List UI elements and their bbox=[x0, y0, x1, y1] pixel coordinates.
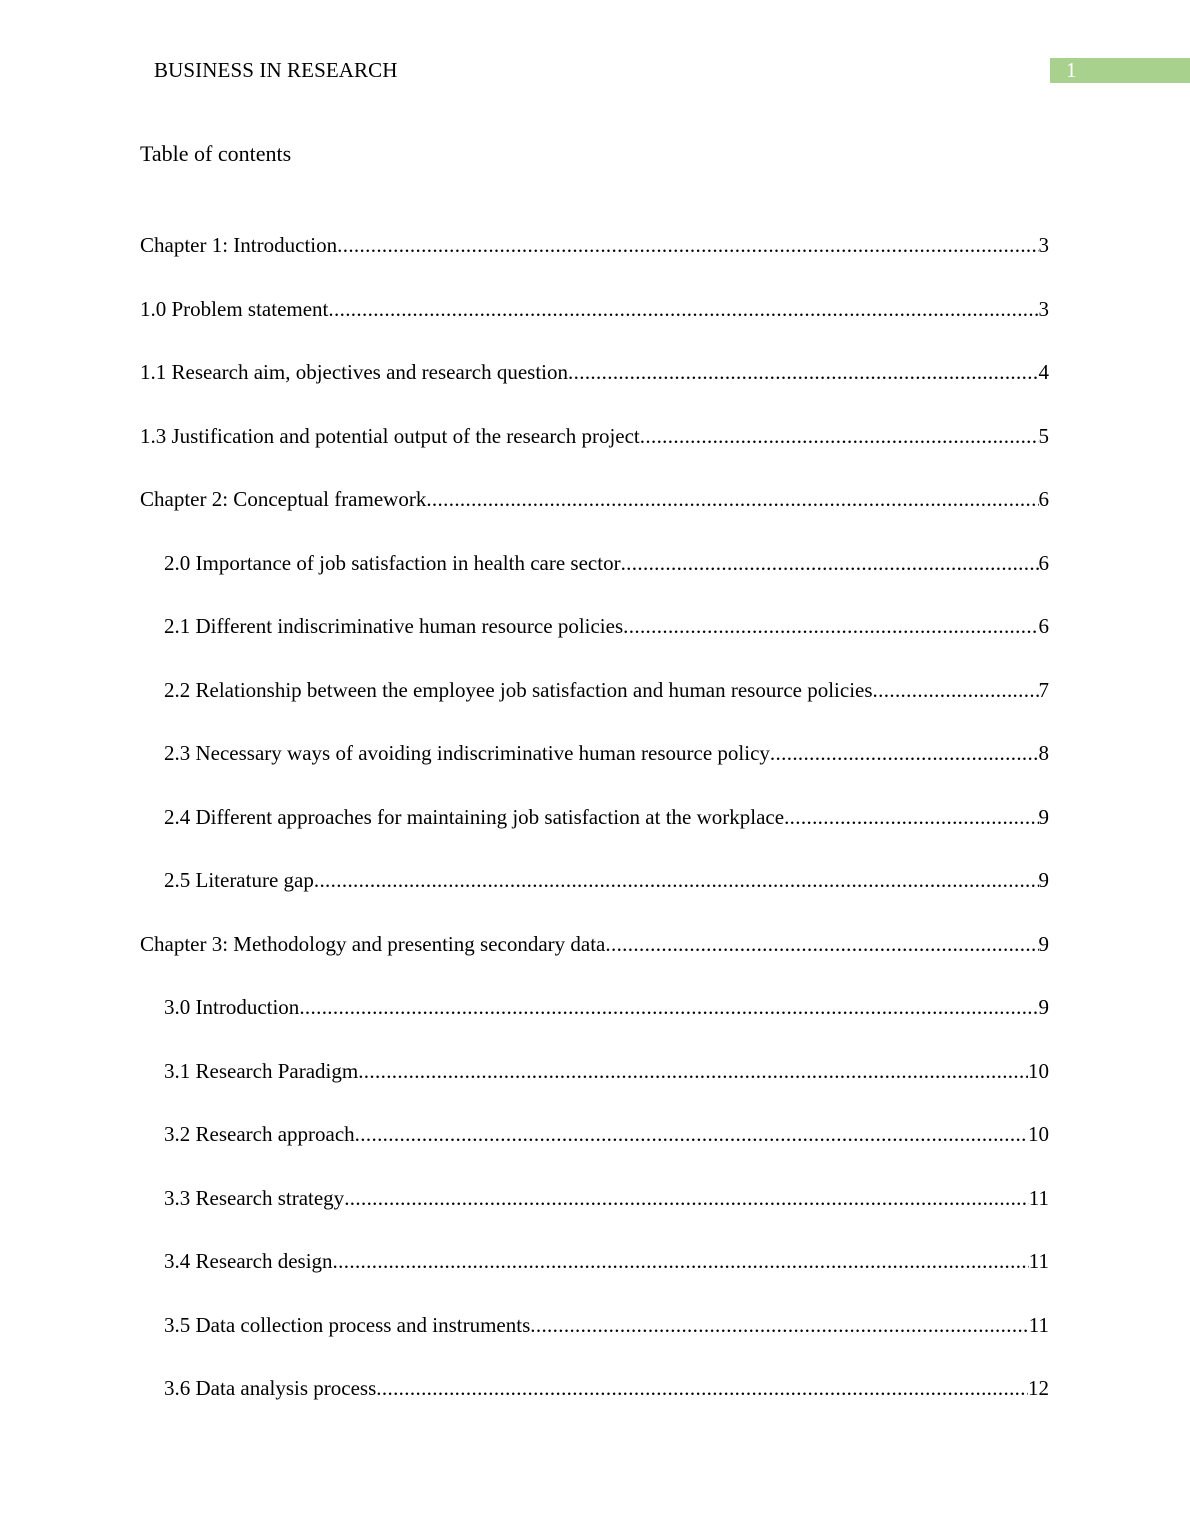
toc-dot-leader bbox=[623, 612, 1038, 640]
toc-entry-page: 6 bbox=[1038, 487, 1049, 511]
toc-dot-leader bbox=[873, 676, 1039, 704]
toc-entry-page: 9 bbox=[1038, 804, 1049, 829]
toc-dot-leader bbox=[770, 739, 1039, 767]
toc-entry-page: 8 bbox=[1038, 741, 1049, 765]
toc-entry-page: 3 bbox=[1038, 233, 1049, 257]
toc-entry-label: Chapter 1: Introduction bbox=[140, 233, 338, 257]
toc-dot-leader bbox=[530, 1311, 1029, 1339]
toc-dot-leader bbox=[640, 422, 1039, 450]
toc-entry-2-2-relationship[interactable] bbox=[140, 676, 1049, 740]
toc-entry-label: 1.0 Problem statement bbox=[140, 296, 329, 321]
toc-dot-leader bbox=[344, 1184, 1029, 1212]
toc-entry-2-3-avoiding[interactable] bbox=[140, 739, 1049, 803]
toc-entry-page: 10 bbox=[1028, 1122, 1049, 1146]
toc-entry-3-3-research-strategy[interactable] bbox=[140, 1184, 1049, 1248]
toc-dot-leader bbox=[328, 295, 1038, 323]
toc-dot-leader bbox=[568, 358, 1038, 386]
toc-entry-page: 6 bbox=[1038, 550, 1049, 575]
toc-dot-leader bbox=[376, 1374, 1028, 1402]
toc-dot-leader bbox=[426, 485, 1038, 513]
toc-entry-page: 9 bbox=[1038, 995, 1049, 1019]
toc-entry-3-0-introduction[interactable] bbox=[140, 993, 1049, 1057]
toc-dot-leader bbox=[314, 866, 1039, 894]
toc-entry-page: 11 bbox=[1028, 1312, 1049, 1337]
toc-entry-page: 12 bbox=[1028, 1376, 1049, 1400]
toc-list bbox=[140, 231, 1049, 1438]
toc-entry-3-2-research-approach[interactable] bbox=[140, 1120, 1049, 1184]
running-head-title: BUSINESS IN RESEARCH bbox=[154, 58, 398, 82]
toc-entry-label: 1.1 Research aim, objectives and research question bbox=[140, 360, 569, 384]
toc-entry-chapter-1-introduction[interactable] bbox=[140, 231, 1049, 295]
toc-entry-2-4-approaches[interactable] bbox=[140, 803, 1049, 867]
toc-entry-page: 6 bbox=[1038, 614, 1049, 638]
toc-entry-label: 2.4 Different approaches for maintaining job satisfaction at the workplace bbox=[164, 804, 785, 829]
toc-dot-leader bbox=[784, 803, 1038, 831]
toc-entry-label: 3.6 Data analysis process bbox=[164, 1376, 377, 1400]
toc-entry-label: 2.3 Necessary ways of avoiding indiscriminative human resource policy bbox=[164, 741, 770, 765]
toc-entry-label: 3.0 Introduction bbox=[164, 995, 300, 1019]
toc-entry-1-0-problem-statement[interactable] bbox=[140, 295, 1049, 359]
toc-entry-1-1-research-aim[interactable] bbox=[140, 358, 1049, 422]
page-number: 1 bbox=[1066, 58, 1077, 82]
toc-entry-label: 2.0 Importance of job satisfaction in health care sector bbox=[164, 550, 621, 575]
toc-dot-leader bbox=[333, 1247, 1029, 1275]
toc-entry-label: 3.3 Research strategy bbox=[164, 1185, 345, 1210]
toc-entry-2-0-importance[interactable] bbox=[140, 549, 1049, 613]
toc-dot-leader bbox=[605, 930, 1038, 958]
toc-title: Table of contents bbox=[140, 141, 292, 166]
toc-dot-leader bbox=[355, 1120, 1028, 1148]
toc-dot-leader bbox=[358, 1057, 1028, 1085]
toc-entry-label: 3.5 Data collection process and instruments bbox=[164, 1312, 531, 1337]
toc-entry-page: 11 bbox=[1028, 1185, 1049, 1210]
toc-entry-3-6-data-analysis[interactable] bbox=[140, 1374, 1049, 1438]
toc-entry-page: 9 bbox=[1038, 868, 1049, 892]
toc-entry-1-3-justification[interactable] bbox=[140, 422, 1049, 486]
toc-entry-chapter-2-conceptual-framework[interactable] bbox=[140, 485, 1049, 549]
toc-entry-label: Chapter 3: Methodology and presenting secondary data bbox=[140, 931, 606, 956]
toc-entry-label: 1.3 Justification and potential output of the research project bbox=[140, 423, 640, 448]
toc-entry-label: 3.4 Research design bbox=[164, 1249, 333, 1273]
toc-entry-page: 10 bbox=[1028, 1058, 1049, 1083]
toc-entry-page: 7 bbox=[1038, 677, 1049, 702]
toc-entry-page: 3 bbox=[1038, 296, 1049, 321]
toc-entry-3-4-research-design[interactable] bbox=[140, 1247, 1049, 1311]
toc-entry-2-5-literature-gap[interactable] bbox=[140, 866, 1049, 930]
toc-dot-leader bbox=[337, 231, 1038, 259]
toc-entry-label: 2.2 Relationship between the employee job satisfaction and human resource policies bbox=[164, 677, 873, 702]
toc-entry-label: Chapter 2: Conceptual framework bbox=[140, 487, 427, 511]
toc-entry-3-5-data-collection[interactable] bbox=[140, 1311, 1049, 1375]
toc-entry-page: 4 bbox=[1038, 360, 1049, 384]
toc-entry-page: 5 bbox=[1038, 423, 1049, 448]
page-number-badge bbox=[1050, 58, 1190, 83]
toc-entry-label: 2.5 Literature gap bbox=[164, 868, 314, 892]
toc-dot-leader bbox=[621, 549, 1039, 577]
toc-entry-chapter-3-methodology[interactable] bbox=[140, 930, 1049, 994]
toc-entry-2-1-hr-policies[interactable] bbox=[140, 612, 1049, 676]
toc-dot-leader bbox=[299, 993, 1038, 1021]
toc-entry-label: 3.1 Research Paradigm bbox=[164, 1058, 359, 1083]
toc-entry-label: 3.2 Research approach bbox=[164, 1122, 355, 1146]
toc-entry-label: 2.1 Different indiscriminative human resource policies bbox=[164, 614, 624, 638]
toc-entry-page: 9 bbox=[1038, 931, 1049, 956]
toc-entry-page: 11 bbox=[1028, 1249, 1049, 1273]
toc-entry-3-1-research-paradigm[interactable] bbox=[140, 1057, 1049, 1121]
